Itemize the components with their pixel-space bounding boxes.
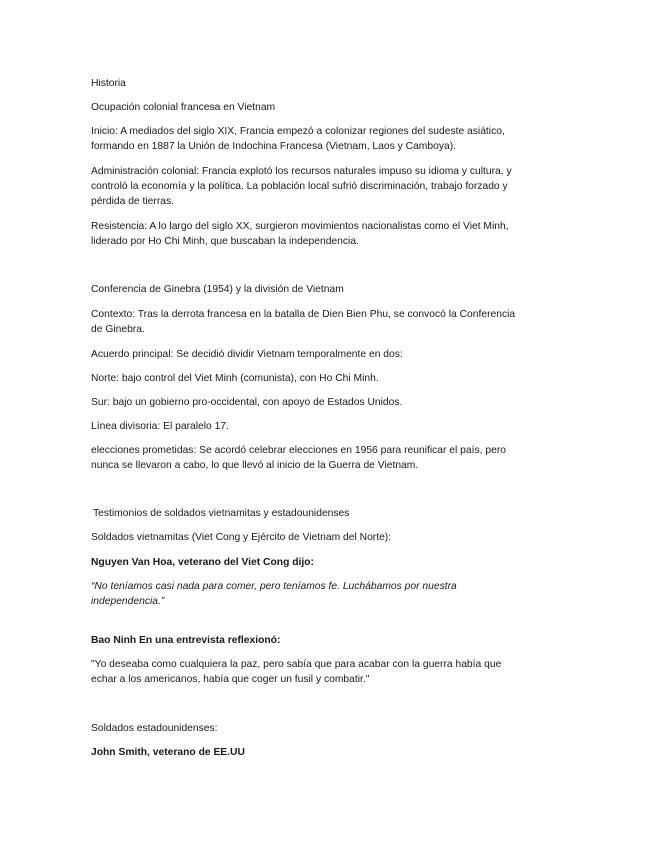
paragraph-acuerdo: Acuerdo principal: Se decidió dividir Vietnam temporalmente en dos: (91, 349, 403, 360)
paragraph-contexto-line1: Contexto: Tras la derrota francesa en la batalla de Dien Bien Phu, se convocó la Conferencia (91, 309, 516, 320)
paragraph-linea: Línea divisoria: El paralelo 17. (91, 421, 229, 432)
section-title-colonial: Ocupación colonial francesa en Vietnam (91, 102, 276, 113)
paragraph-inicio-line2: formando en 1887 la Unión de Indochina Francesa (Vietnam, Laos y Camboya). (91, 141, 456, 152)
quote-bao-ninh-line1: "Yo deseaba como cualquiera la paz, pero sabía que para acabar con la guerra había que (91, 659, 502, 670)
paragraph-inicio-line1: Inicio: A mediados del siglo XIX, Francia empezó a colonizar regiones del sudeste asiático, (91, 126, 505, 137)
paragraph-elecciones-line2: nunca se llevaron a cabo, lo que llevó al inicio de la Guerra de Vietnam. (91, 460, 419, 471)
subheading-soldados-vietnamitas: Soldados vietnamitas (Viet Cong y Ejército de Vietnam del Norte): (91, 532, 392, 543)
subheading-soldados-estadounidenses: Soldados estadounidenses: (91, 723, 218, 734)
paragraph-administracion-line1: Administración colonial: Francia explotó los recursos naturales impuso su idioma y cultura, y (91, 166, 512, 177)
speaker-john-smith: John Smith, veterano de EE.UU (91, 747, 245, 758)
paragraph-administracion-line3: pérdida de tierras. (91, 196, 174, 207)
speaker-nguyen-van-hoa: Nguyen Van Hoa, veterano del Viet Cong dijo: (91, 557, 314, 568)
quote-bao-ninh-line2: echar a los americanos, había que coger un fusil y combatir." (91, 674, 370, 685)
document-heading: Historia (91, 78, 126, 89)
paragraph-sur: Sur: bajo un gobierno pro-occidental, con apoyo de Estados Unidos. (91, 397, 403, 408)
paragraph-contexto-line2: de Ginebra. (91, 324, 145, 335)
paragraph-administracion-line2: controló la economía y la política. La población local sufrió discriminación, trabajo forzado y (91, 181, 508, 192)
paragraph-resistencia-line1: Resistencia: A lo largo del siglo XX, surgieron movimientos nacionalistas como el Viet Minh, (91, 221, 509, 232)
section-title-ginebra: Conferencia de Ginebra (1954) y la división de Vietnam (91, 284, 344, 295)
quote-nguyen-line2: independencia.” (91, 596, 165, 607)
speaker-bao-ninh: Bao Ninh En una entrevista reflexionó: (91, 635, 281, 646)
paragraph-elecciones-line1: elecciones prometidas: Se acordó celebrar elecciones en 1956 para reunificar el país, pero (91, 445, 506, 456)
quote-nguyen-line1: “No teníamos casi nada para comer, pero teníamos fe. Luchábamos por nuestra (91, 581, 457, 592)
paragraph-norte: Norte: bajo control del Viet Minh (comunista), con Ho Chi Minh. (91, 373, 379, 384)
paragraph-resistencia-line2: liderado por Ho Chi Minh, que buscaban la independencia. (91, 236, 359, 247)
section-title-testimonios: Testimonios de soldados vietnamitas y estadounidenses (93, 508, 350, 519)
